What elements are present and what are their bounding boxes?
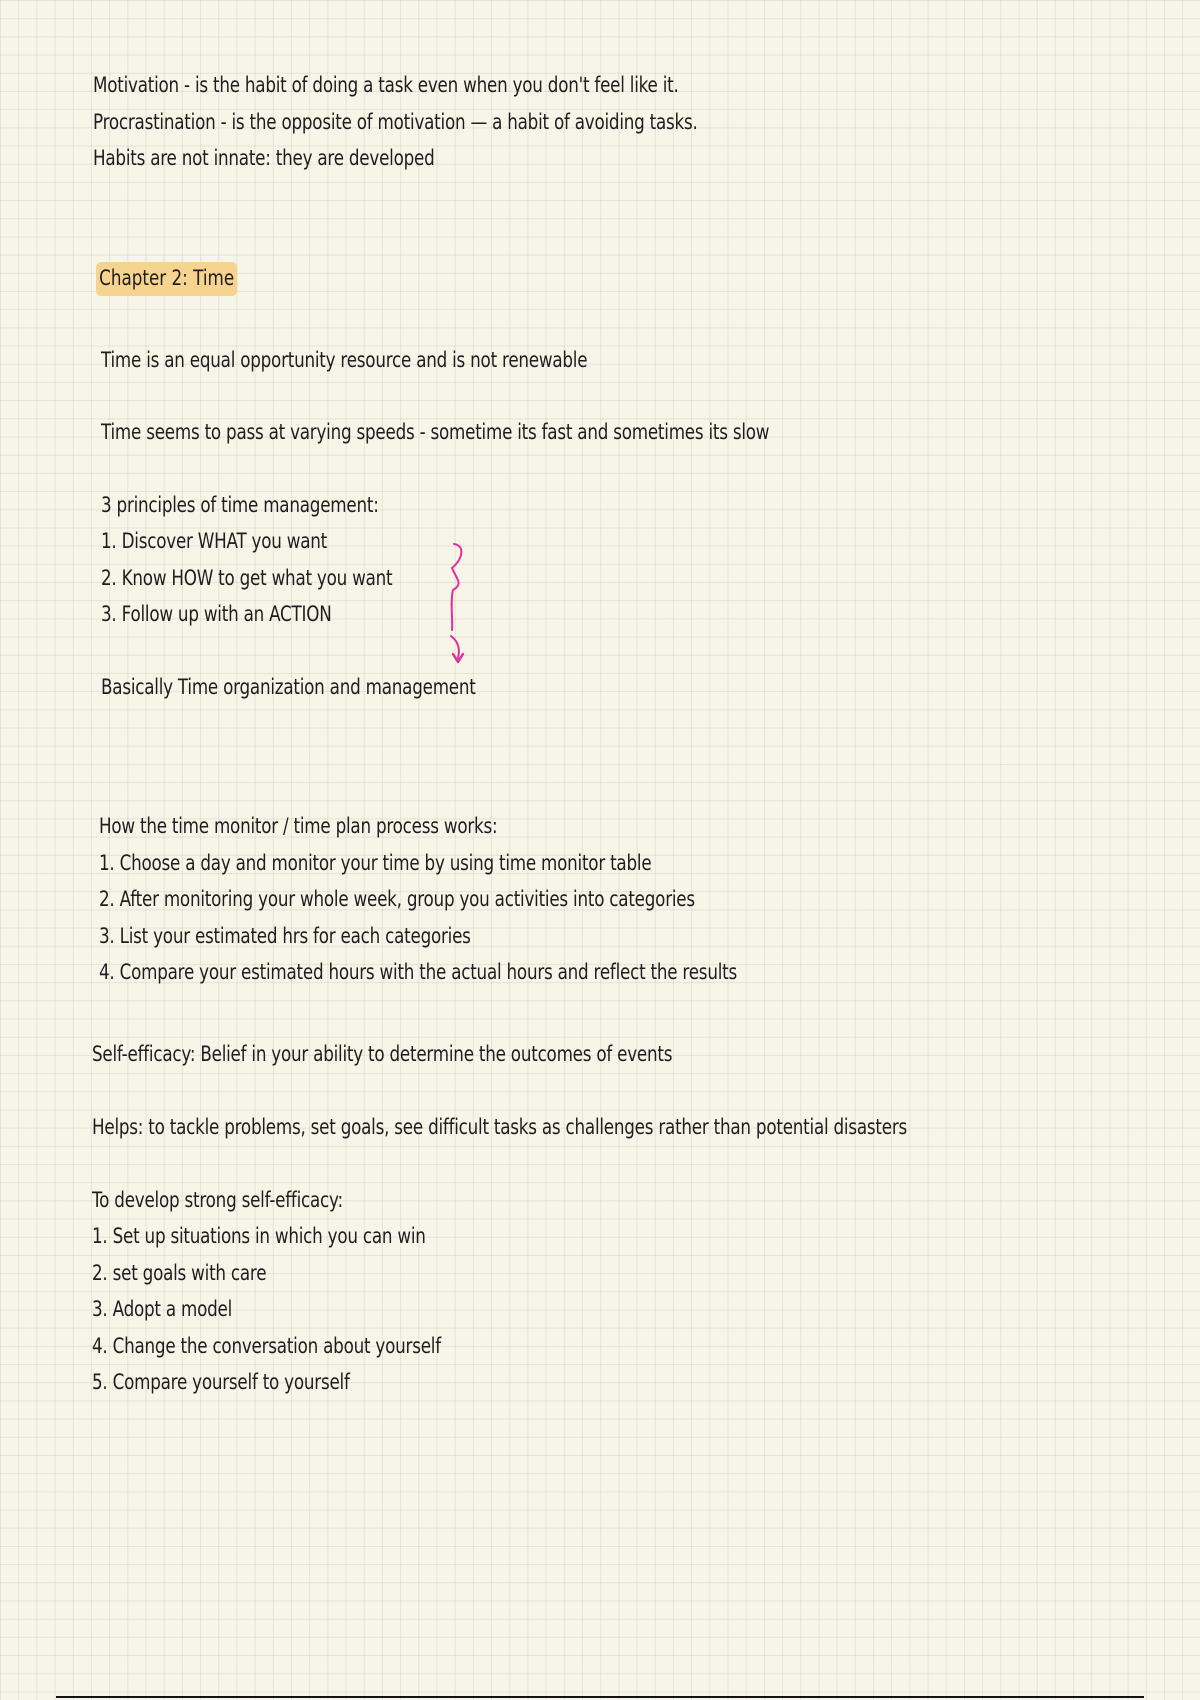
self-efficacy-benefit: Helps: to tackle problems, set goals, see difficult tasks as challenges rather than potential disasters bbox=[92, 1115, 907, 1140]
principles-summary: Basically Time organization and management bbox=[101, 675, 476, 700]
process-heading: How the time monitor / time plan process works: bbox=[99, 814, 498, 839]
process-step: 2. After monitoring your whole week, group you activities into categories bbox=[99, 887, 695, 912]
procrastination-definition: Procrastination - is the opposite of motivation — a habit of avoiding tasks. bbox=[93, 110, 698, 135]
principle-item: 1. Discover WHAT you want bbox=[101, 529, 328, 554]
chapter-heading: Chapter 2: Time bbox=[96, 262, 237, 296]
principle-item: 2. Know HOW to get what you want bbox=[101, 566, 393, 591]
process-step: 1. Choose a day and monitor your time by using time monitor table bbox=[99, 851, 652, 876]
self-efficacy-step: 5. Compare yourself to yourself bbox=[92, 1370, 350, 1395]
motivation-definition: Motivation - is the habit of doing a task even when you don't feel like it. bbox=[93, 73, 679, 98]
self-efficacy-step: 2. set goals with care bbox=[92, 1261, 267, 1286]
self-efficacy-heading: To develop strong self-efficacy: bbox=[92, 1188, 343, 1213]
process-step: 4. Compare your estimated hours with the actual hours and reflect the results bbox=[99, 960, 737, 985]
time-fact-speed: Time seems to pass at varying speeds - sometime its fast and sometimes its slow bbox=[101, 420, 770, 445]
principles-heading: 3 principles of time management: bbox=[101, 493, 379, 518]
principle-item: 3. Follow up with an ACTION bbox=[101, 602, 332, 627]
page-bottom-rule bbox=[56, 1696, 1144, 1698]
self-efficacy-step: 1. Set up situations in which you can win bbox=[92, 1224, 426, 1249]
bracket-arrow-annotation bbox=[440, 540, 480, 668]
habits-note: Habits are not innate: they are developed bbox=[93, 146, 435, 171]
time-fact-resource: Time is an equal opportunity resource and is not renewable bbox=[101, 348, 588, 373]
self-efficacy-definition: Self-efficacy: Belief in your ability to determine the outcomes of events bbox=[92, 1042, 673, 1067]
self-efficacy-step: 3. Adopt a model bbox=[92, 1297, 233, 1322]
process-step: 3. List your estimated hrs for each categories bbox=[99, 924, 471, 949]
self-efficacy-step: 4. Change the conversation about yourself bbox=[92, 1334, 441, 1359]
